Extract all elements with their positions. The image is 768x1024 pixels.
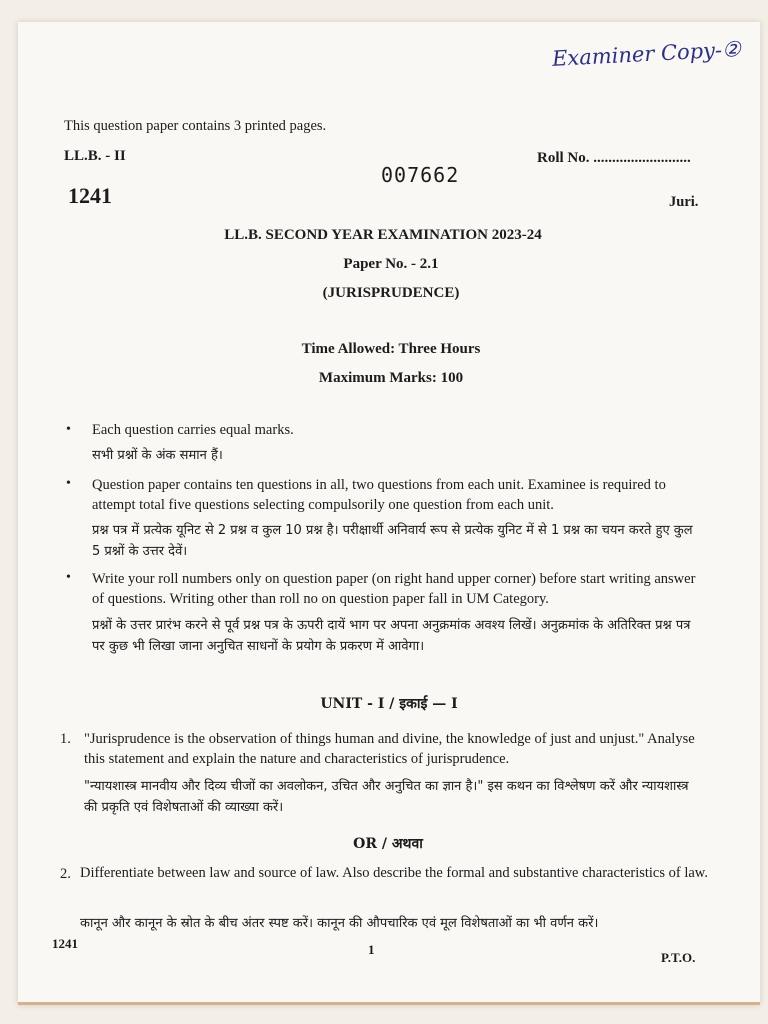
footer-code: 1241 [52, 936, 78, 951]
course-label: LL.B. - II [64, 148, 126, 164]
roll-no-field: Roll No. .......................... [537, 150, 691, 166]
question-en: "Jurisprudence is the observation of things human and divine, the knowledge of just and unjust." Analyse this statement and explain the nature and characteristics of jurisprudence. [84, 731, 695, 767]
question-hi: कानून और कानून के स्रोत के बीच अंतर स्पष्ट करें। कानून की औपचारिक एवं मूल विशेषताओं का भी वर्णन करें। [80, 916, 599, 931]
pto-label: P.T.O. [661, 950, 696, 965]
pages-note: This question paper contains 3 printed pages. [64, 118, 327, 134]
handwritten-note: Examiner Copy-② [551, 37, 742, 71]
exam-title: LL.B. SECOND YEAR EXAMINATION 2023-24 [224, 227, 542, 243]
serial-number: 007662 [381, 163, 460, 187]
instruction-en: Write your roll numbers only on question paper (on right hand upper corner) before start writing answer of questions. Writing other than roll no on question paper fall in UM Category. [92, 571, 696, 607]
instruction-hi: प्रश्नों के उत्तर प्रारंभ करने से पूर्व प्रश्न पत्र के ऊपरी दायें भाग पर अपना अनुक्रमांक अवश्य लिखें। अनुक्रमांक के अतिरिक्त प्रश्न पत्र पर कुछ भी लिखा जाना अनुचित साधनों के प्रयोग के प्रकरण में आवेगा। [92, 618, 691, 655]
bullet: • [66, 570, 71, 585]
bullet: • [66, 476, 71, 491]
page-number: 1 [368, 942, 375, 957]
question-number: 2. [60, 866, 71, 882]
instruction-en: Question paper contains ten questions in all, two questions from each unit. Examinee is required to attempt total five questions selecting compulsorily one question from each unit. [92, 477, 666, 513]
instruction-en: Each question carries equal marks. [92, 422, 294, 438]
question-number: 1. [60, 731, 71, 747]
maximum-marks: Maximum Marks: 100 [318, 370, 464, 386]
question-en: Differentiate between law and source of law. Also describe the formal and substantive characteristics of law. [80, 865, 708, 881]
question-hi: "न्यायशास्त्र मानवीय और दिव्य चीजों का अवलोकन, उचित और अनुचित का ज्ञान है।" इस कथन का विश्लेषण करें और न्यायशास्त्र की प्रकृति एवं विशेषताओं की व्याख्या करें। [84, 779, 689, 816]
subject-title: (JURISPRUDENCE) [322, 285, 460, 301]
paper-code: 1241 [68, 183, 112, 208]
unit-heading: UNIT - I / इकाई — I [320, 696, 458, 712]
time-allowed: Time Allowed: Three Hours [301, 341, 481, 357]
subject-short: Juri. [669, 194, 699, 210]
paper-number: Paper No. - 2.1 [343, 256, 439, 272]
instruction-hi: सभी प्रश्नों के अंक समान हैं। [92, 448, 223, 463]
or-divider: OR / अथवा [353, 836, 423, 852]
instruction-hi: प्रश्न पत्र में प्रत्येक यूनिट से 2 प्रश्न व कुल 10 प्रश्न है। परीक्षार्थी अनिवार्य रूप से प्रत्येक युनिट में से 1 प्रश्न का चयन करते हुए कुल 5 प्रश्नों के उत्तर देवें। [92, 523, 693, 560]
bullet: • [66, 422, 71, 437]
